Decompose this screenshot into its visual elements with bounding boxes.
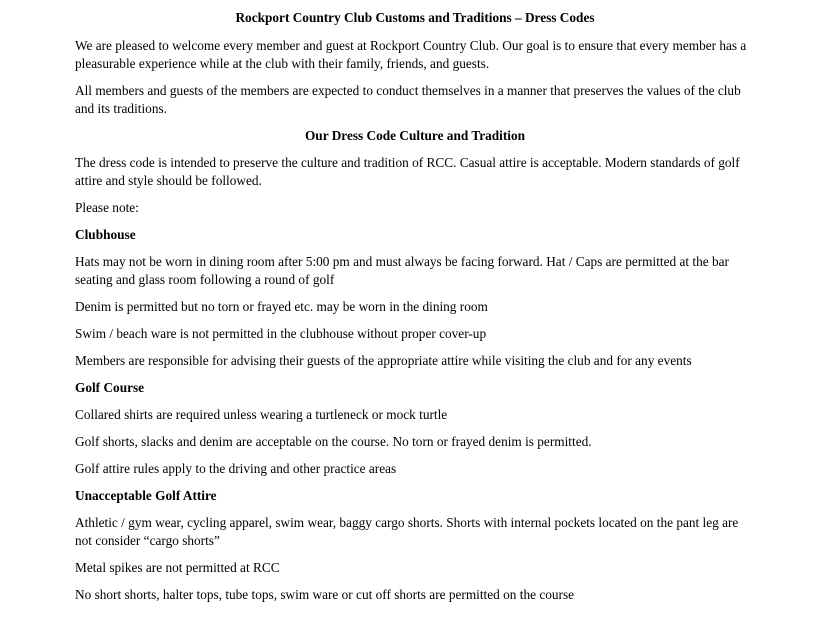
golf-rule-shorts: Golf shorts, slacks and denim are acceptable on the course. No torn or frayed denim is permitted. bbox=[75, 434, 592, 449]
culture-heading: Our Dress Code Culture and Tradition bbox=[304, 128, 526, 143]
intro-paragraph-conduct: All members and guests of the members are expected to conduct themselves in a manner that preserves the values of the club and its traditions. bbox=[75, 83, 741, 116]
clubhouse-rule-swim: Swim / beach ware is not permitted in the clubhouse without proper cover-up bbox=[75, 326, 487, 341]
unacceptable-heading: Unacceptable Golf Attire bbox=[75, 488, 217, 503]
golf-rule-collared: Collared shirts are required unless wearing a turtleneck or mock turtle bbox=[75, 407, 448, 422]
unacceptable-rule-shorts: No short shorts, halter tops, tube tops, swim ware or cut off shorts are permitted on the course bbox=[75, 587, 575, 602]
clubhouse-rule-denim: Denim is permitted but no torn or frayed etc. may be worn in the dining room bbox=[75, 299, 488, 314]
document-title: Rockport Country Club Customs and Traditions – Dress Codes bbox=[235, 10, 595, 25]
clubhouse-heading: Clubhouse bbox=[75, 227, 136, 242]
clubhouse-rule-guests: Members are responsible for advising their guests of the appropriate attire while visiting the club and for any events bbox=[75, 353, 692, 368]
unacceptable-rule-spikes: Metal spikes are not permitted at RCC bbox=[75, 560, 280, 575]
golf-course-heading: Golf Course bbox=[75, 380, 145, 395]
note-label: Please note: bbox=[75, 200, 139, 215]
culture-paragraph: The dress code is intended to preserve the culture and tradition of RCC. Casual attire is acceptable. Modern standards of golf attire and style should be followed. bbox=[75, 155, 740, 188]
unacceptable-rule-athletic: Athletic / gym wear, cycling apparel, swim wear, baggy cargo shorts. Shorts with internal pockets located on the pant leg are not consider “cargo shorts” bbox=[75, 515, 739, 548]
golf-rule-practice: Golf attire rules apply to the driving and other practice areas bbox=[75, 461, 397, 476]
intro-paragraph-welcome: We are pleased to welcome every member and guest at Rockport Country Club. Our goal is to ensure that every member has a pleasurable experience while at the club with their family, friends, and guests. bbox=[75, 38, 747, 71]
clubhouse-rule-hats: Hats may not be worn in dining room after 5:00 pm and must always be facing forward. Hat / Caps are permitted at the bar seating and glass room following a round of golf bbox=[75, 254, 729, 287]
